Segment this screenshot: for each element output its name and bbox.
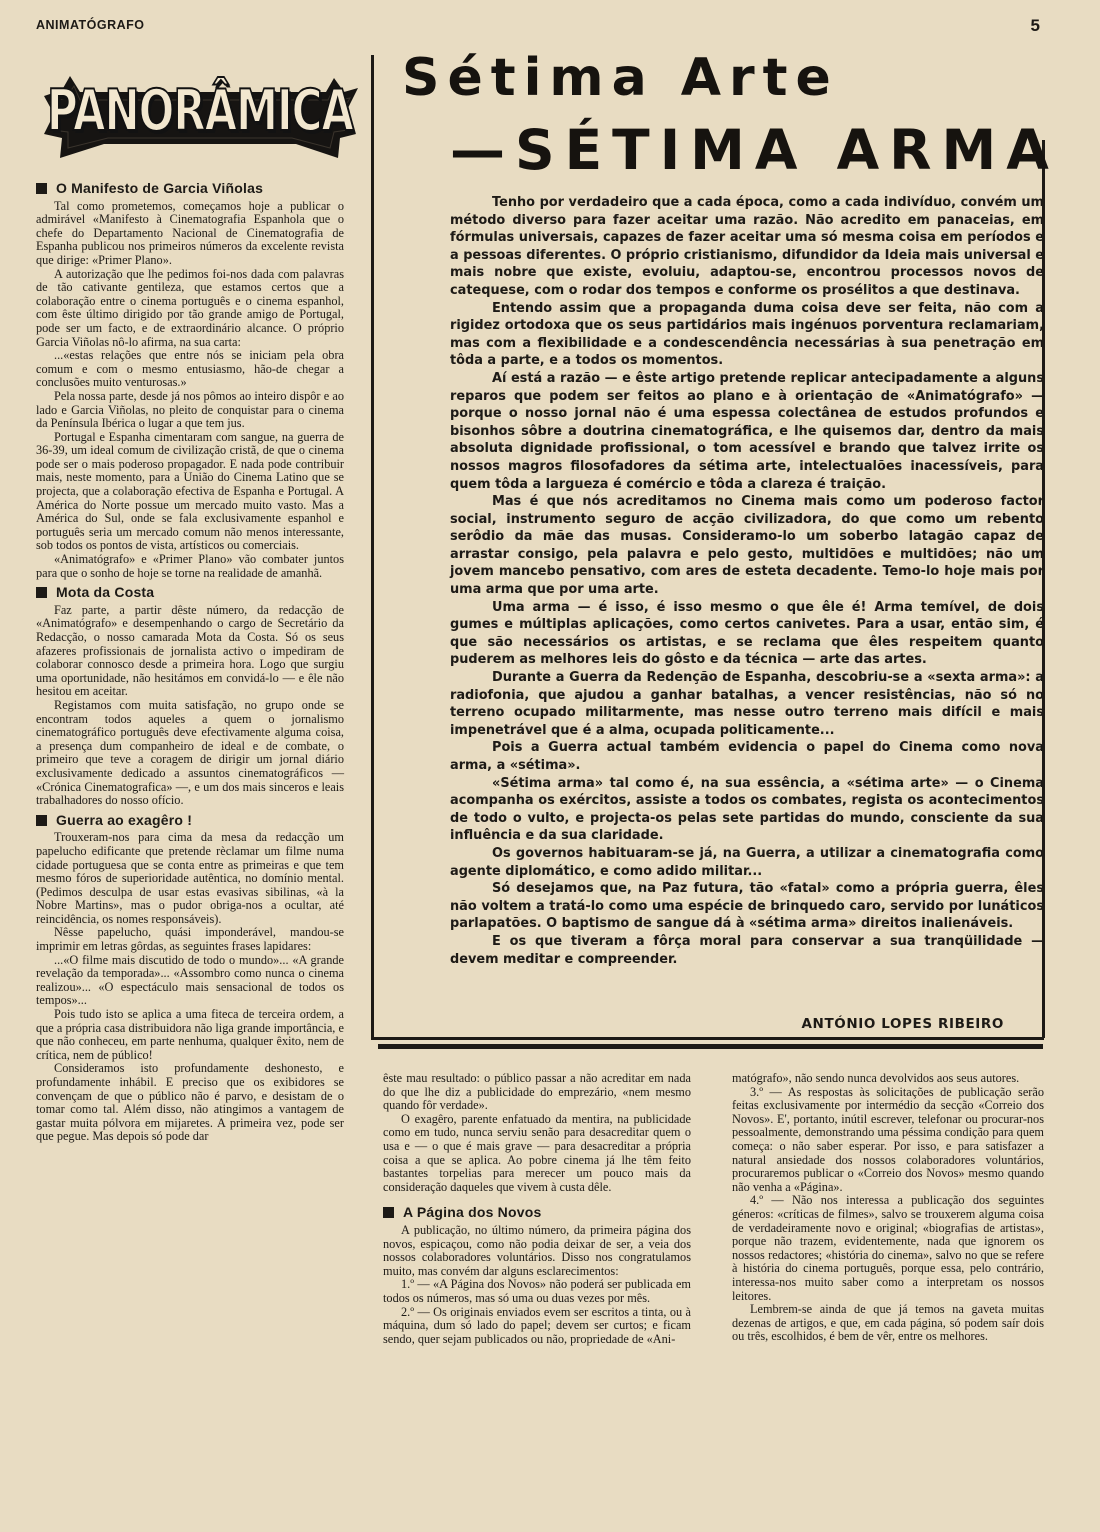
left-column <box>36 176 344 1144</box>
paragraph: Só desejamos que, na Paz futura, tão «fatal» como a própria guerra, êles não voltem a tratá-lo como uma espécie de brinquedo caro, servido por lunáticos parlapatões. O baptismo de sangue dá à «sétima arma» direitos inalienáveis. <box>450 881 1044 932</box>
paragraph: E os que tiveram a fôrça moral para conservar a sua tranqüilidade — devem meditar e compreender. <box>450 933 1044 967</box>
section-heading: A Página dos Novos <box>383 1206 691 1220</box>
paragraph: êste mau resultado: o público passar a não acreditar em nada do que lhe diz a publicidade do emprezário, «nem mesmo quando fôr verdade». <box>383 1071 691 1113</box>
paragraph: ...«O filme mais discutido de todo o mundo»... «A grande revelação da temporada»... «Assombro como nunca o cinema realizou»... «O espectáculo mais sensacional de todos os tempos»... <box>36 952 344 1008</box>
section-guerra-ao-exagero <box>36 811 344 1144</box>
banner-title: PANORÂMICA <box>47 77 353 144</box>
paragraph: 1.º — «A Página dos Novos» não poderá ser publicada em todos os números, mas só uma ou duas vezes por mês. <box>383 1277 691 1305</box>
page-number: 5 <box>1030 16 1040 35</box>
horizontal-rule <box>378 1044 1043 1049</box>
paragraph: Durante a Guerra da Redenção de Espanha, descobriu-se a «sexta arma»: a radiofonia, que ajudou a ganhar batalhas, a vencer resistências, não só no terreno ocupado militarmente, mas nesse outro terreno mais difícil e mais impenetrável que é a alma, ocupada politicamente... <box>450 670 1044 738</box>
paragraph: Registamos com muita satisfação, no grupo onde se encontram todos aqueles a quem o jornalismo cinematográfico português deve efectivamente alguma coisa, a presença dum companheiro de ideal e de combate, o primeiro que teve a coragem de dirigir um jornal diário exclusivamente dedicado a assuntos cinematográficos — «Crónica Cinematografica» —, e um dos mais sinceros e leais trabalhadores do nosso ofício. <box>36 697 344 808</box>
paragraph: «Animatógrafo» e «Primer Plano» vão combater juntos para que o sonho de hoje se torne na realidade de amanhã. <box>36 552 344 580</box>
paragraph: Mas é que nós acreditamos no Cinema mais como um poderoso factor social, instrumento seguro de acção civilizadora, do que como um rebento serôdio da mãe das musas. Consideramo-lo um soberbo latagão capaz de arrastar consigo, pela palavra e pelo gesto, multidões e multidões; não um jovem mancebo pensativo, com ares de esteta decadente. Temo-lo hoje mais por uma arma que por uma arte. <box>450 494 1044 598</box>
horizontal-rule <box>371 1037 1044 1040</box>
paragraph: Lembrem-se ainda de que já temos na gaveta muitas dezenas de artigos, e que, em cada página, só podem saír dois ou três, escolhidos, é bem de vêr, entre os melhores. <box>732 1302 1044 1344</box>
paragraph: O exagêro, parente enfatuado da mentira, na publicidade como em tudo, nunca serviu senão para desacreditar quem o usa e — o que é mais grave — para desacreditar a própria coisa a que se aplica. Ao pobre cinema já lhe têm feito bastantes torpelias para merecer um pouco mais da consideração daqueles que vivem à custa dêle. <box>383 1111 691 1194</box>
paragraph: 3.º — As respostas às solicitações de publicação serão feitas exclusivamente por intermédio da secção «Correio dos Novos». E', portanto, inútil escrever, telefonar ou procurar-nos pessoalmente, demonstrando uma péssima condição para quem começa: o não saber esperar. Por isso, e para satisfazer a natural ansiedade dos nossos colaboradores voluntários, procuraremos publicar o «Correio dos Novos» mesmo quando não venha a «Página». <box>732 1084 1044 1194</box>
section-mota-da-costa <box>36 586 344 808</box>
paragraph: Pela nossa parte, desde já nos pômos ao inteiro dispôr e ao lado e Garcia Viñolas, no pleito de conquistar para o cinema da Península Ibérica o lugar a que tem jus. <box>36 388 344 431</box>
article-subtitle: —SÉTIMA ARMA <box>450 118 1059 182</box>
paragraph: 4.º — Não nos interessa a publicação dos seguintes géneros: «críticas de filmes», salvo se trouxerem alguma coisa de verdadeiramente novo e original; «biografias de artistas», porque não trazem, evidentemente, nada que ignorem os nossos redactores; «história do cinema», salvo no que se refere à história do cinema português, porque essa, pelo contrário, interessa-nos muito saber como a interpretam os nossos leitores. <box>732 1193 1044 1303</box>
article-body <box>450 194 1044 968</box>
square-bullet-icon <box>36 815 47 826</box>
paragraph: «Sétima arma» tal como é, na sua essência, a «sétima arte» — o Cinema acompanha os exércitos, assiste a todos os combates, regista os acontecimentos de todo o vulto, e projecta-os pelas sete partidas do mundo, consciente da sua influência e da sua claridade. <box>450 775 1044 844</box>
page-header <box>36 18 1040 42</box>
article-title: Sétima Arte <box>402 48 839 108</box>
running-head: ANIMATÓGRAFO <box>36 18 145 32</box>
section-heading: O Manifesto de Garcia Viñolas <box>36 182 344 196</box>
paragraph: A publicação, no último número, da primeira página dos novos, espicaçou, como não podia deixar de ser, a veia dos nossos colaboradores voluntários. Disso nos congratulamos muito, mas convém dar alguns esclarecimentos: <box>383 1222 691 1278</box>
paragraph: Tenho por verdadeiro que a cada época, como a cada indivíduo, convém um método diverso para fazer aceitar uma razão. Não acredito em panaceias, em fórmulas universais, capazes de fazer aceitar uma só mesma coisa em períodos e a pessoas diferentes. O próprio cristianismo, difundidor da Ideia mais universal e mais nobre que existe, evoluiu, adaptou-se, encontrou processos novos de catequese, com o rodar dos tempos e conforme os prosélitos a que destinava. <box>450 195 1044 298</box>
paragraph: 2.º — Os originais enviados evem ser escritos a tinta, ou à máquina, dum só lado do papel; devem ser curtos; e ficam sendo, quer sejam publicados ou não, propriedade de «Ani- <box>383 1304 691 1346</box>
section-heading: Mota da Costa <box>36 586 344 600</box>
section-pagina-dos-novos <box>383 1206 691 1346</box>
middle-column <box>383 1072 691 1346</box>
square-bullet-icon <box>36 183 47 194</box>
paragraph: A autorização que lhe pedimos foi-nos dada com palavras de tão cativante gentileza, que estamos certos que a colaboração entre o cinema português e o cinema espanhol, com êste último dirigido por tão grande amigo de Portugal, pode ser um facto, e de extraordinário alcance. O próprio Garcia Viñolas nô-lo afirma, na sua carta: <box>36 266 344 349</box>
paragraph: Uma arma — é isso, é isso mesmo o que êle é! Arma temível, de dois gumes e múltiplas aplicações, como certos canivetes. Para a usar, então sim, é que são necessários os artistas, e se reclama que êles respeitem quanto puderem as melhores leis do gôsto e da técnica — arte das artes. <box>450 599 1044 668</box>
paragraph: ...«estas relações que entre nós se iniciam pela obra comum e com o mesmo entusiasmo, hão-de chegar a conclusões muito venturosas.» <box>36 348 344 390</box>
article-signature: ANTÓNIO LOPES RIBEIRO <box>801 1016 1004 1032</box>
paragraph: matógrafo», não sendo nunca devolvidos aos seus autores. <box>732 1071 1020 1085</box>
paragraph: Trouxeram-nos para cima da mesa da redacção um papelucho edificante que pretende rèclamar um filme numa cidade portuguesa que se conta entre as primeiras e que tem mesmo fóros de superioridade autêntica, no domínio mental. (Pedimos desculpa de usar estas evasivas sibilinas, «à la Nobre Martins», mas o pudor obriga-nos a ocultar, até reincidência, os nomes responsáveis). <box>36 830 344 926</box>
paragraph: Nêsse papelucho, quási imponderável, mandou-se imprimir em letras gôrdas, as seguintes frases lapidares: <box>36 925 344 954</box>
paragraph: Pois tudo isto se aplica a uma fiteca de terceira ordem, a que a própria casa distribuidora não liga grande importância, e que não conheceu, em parte nenhuma, qualquer êxito, nem de crítica, nem de público! <box>36 1007 344 1062</box>
paragraph: Faz parte, a partir dêste número, da redacção de «Animatógrafo» e desempenhando o cargo de Secretário da Redacção, o nosso camarada Mota da Costa. Só os seus afazeres profissionais de jornalista activo o impediram de colaborar connosco desde a primeira hora. Logo que surgiu uma oportunidade, não hesitámos em convidá-lo — e êle não hesitou em aceitar. <box>36 602 344 699</box>
panoramica-banner <box>40 72 360 162</box>
section-manifesto <box>36 182 344 580</box>
paragraph: Tal como prometemos, começamos hoje a publicar o admirável «Manifesto à Cinematografia Espanhola que o chefe do Departamento Nacional de Cinematografia de Espanha publicou nos primeiros números da excelente revista que dirige: «Primer Plano». <box>36 198 344 267</box>
square-bullet-icon <box>383 1207 394 1218</box>
square-bullet-icon <box>36 587 47 598</box>
paragraph: Pois a Guerra actual também evidencia o papel do Cinema como nova arma, a «sétima». <box>450 740 1044 773</box>
paragraph: Aí está a razão — e êste artigo pretende replicar antecipadamente a alguns reparos que podem ser feitos ao plano e à orientação de «Animatógrafo» — porque o nosso jornal não é uma espessa colectânea de estudos profundos e bisonhos sôbre a doutrina cinematográfica, e lhe quisemos dar, dentro da mais absoluta dignidade profissional, o tom acessível e brando que talvez irrite os nossos magros filosofadores da sétima arte, intelectualões inacessíveis, para quem tôda a largueza é comércio e tôda a clareza é traição. <box>450 370 1044 492</box>
section-heading: Guerra ao exagêro ! <box>36 814 344 828</box>
column-rule <box>371 55 374 1038</box>
paragraph: Os governos habituaram-se já, na Guerra, a utilizar a cinematografia como agente diplomático, e como adido militar... <box>450 845 1044 879</box>
paragraph: Consideramos isto profundamente deshonesto, e profundamente inhábil. E preciso que os exibidores se convençam de que o público não é parvo, e desistam de o tomar como tal. Além disso, não atingimos a vantagem de gastar muita pólvora em mijaretes. A primeira vez, pode ser que pegue. Mas depois só pode dar <box>36 1061 344 1144</box>
paragraph: Entendo assim que a propaganda duma coisa deve ser feita, não com a rigidez ortodoxa que os seus partidários mais ingénuos porventura reclamariam, mas com a flexibilidade e a condescendência necessárias à sua penetração em tôda a parte, e a todos os momentos. <box>450 300 1044 369</box>
right-column <box>732 1072 1044 1344</box>
paragraph: Portugal e Espanha cimentaram com sangue, na guerra de 36-39, um ideal comum de civilização cristã, de que o cinema pode ser o mais poderoso propagador. E nada pode contribuir mais, neste momento, para a União do Cinema Latino que se projecta, que a colaboração efectiva de Espanha e Portugal. A América do Norte possue um mercado muito vasto. Mas a América do Sul, onde se fala exclusivamente espanhol e português seria um mercado comum não menos interessante, sob todos os pontos de vista, artísticos ou comerciais. <box>36 429 344 553</box>
